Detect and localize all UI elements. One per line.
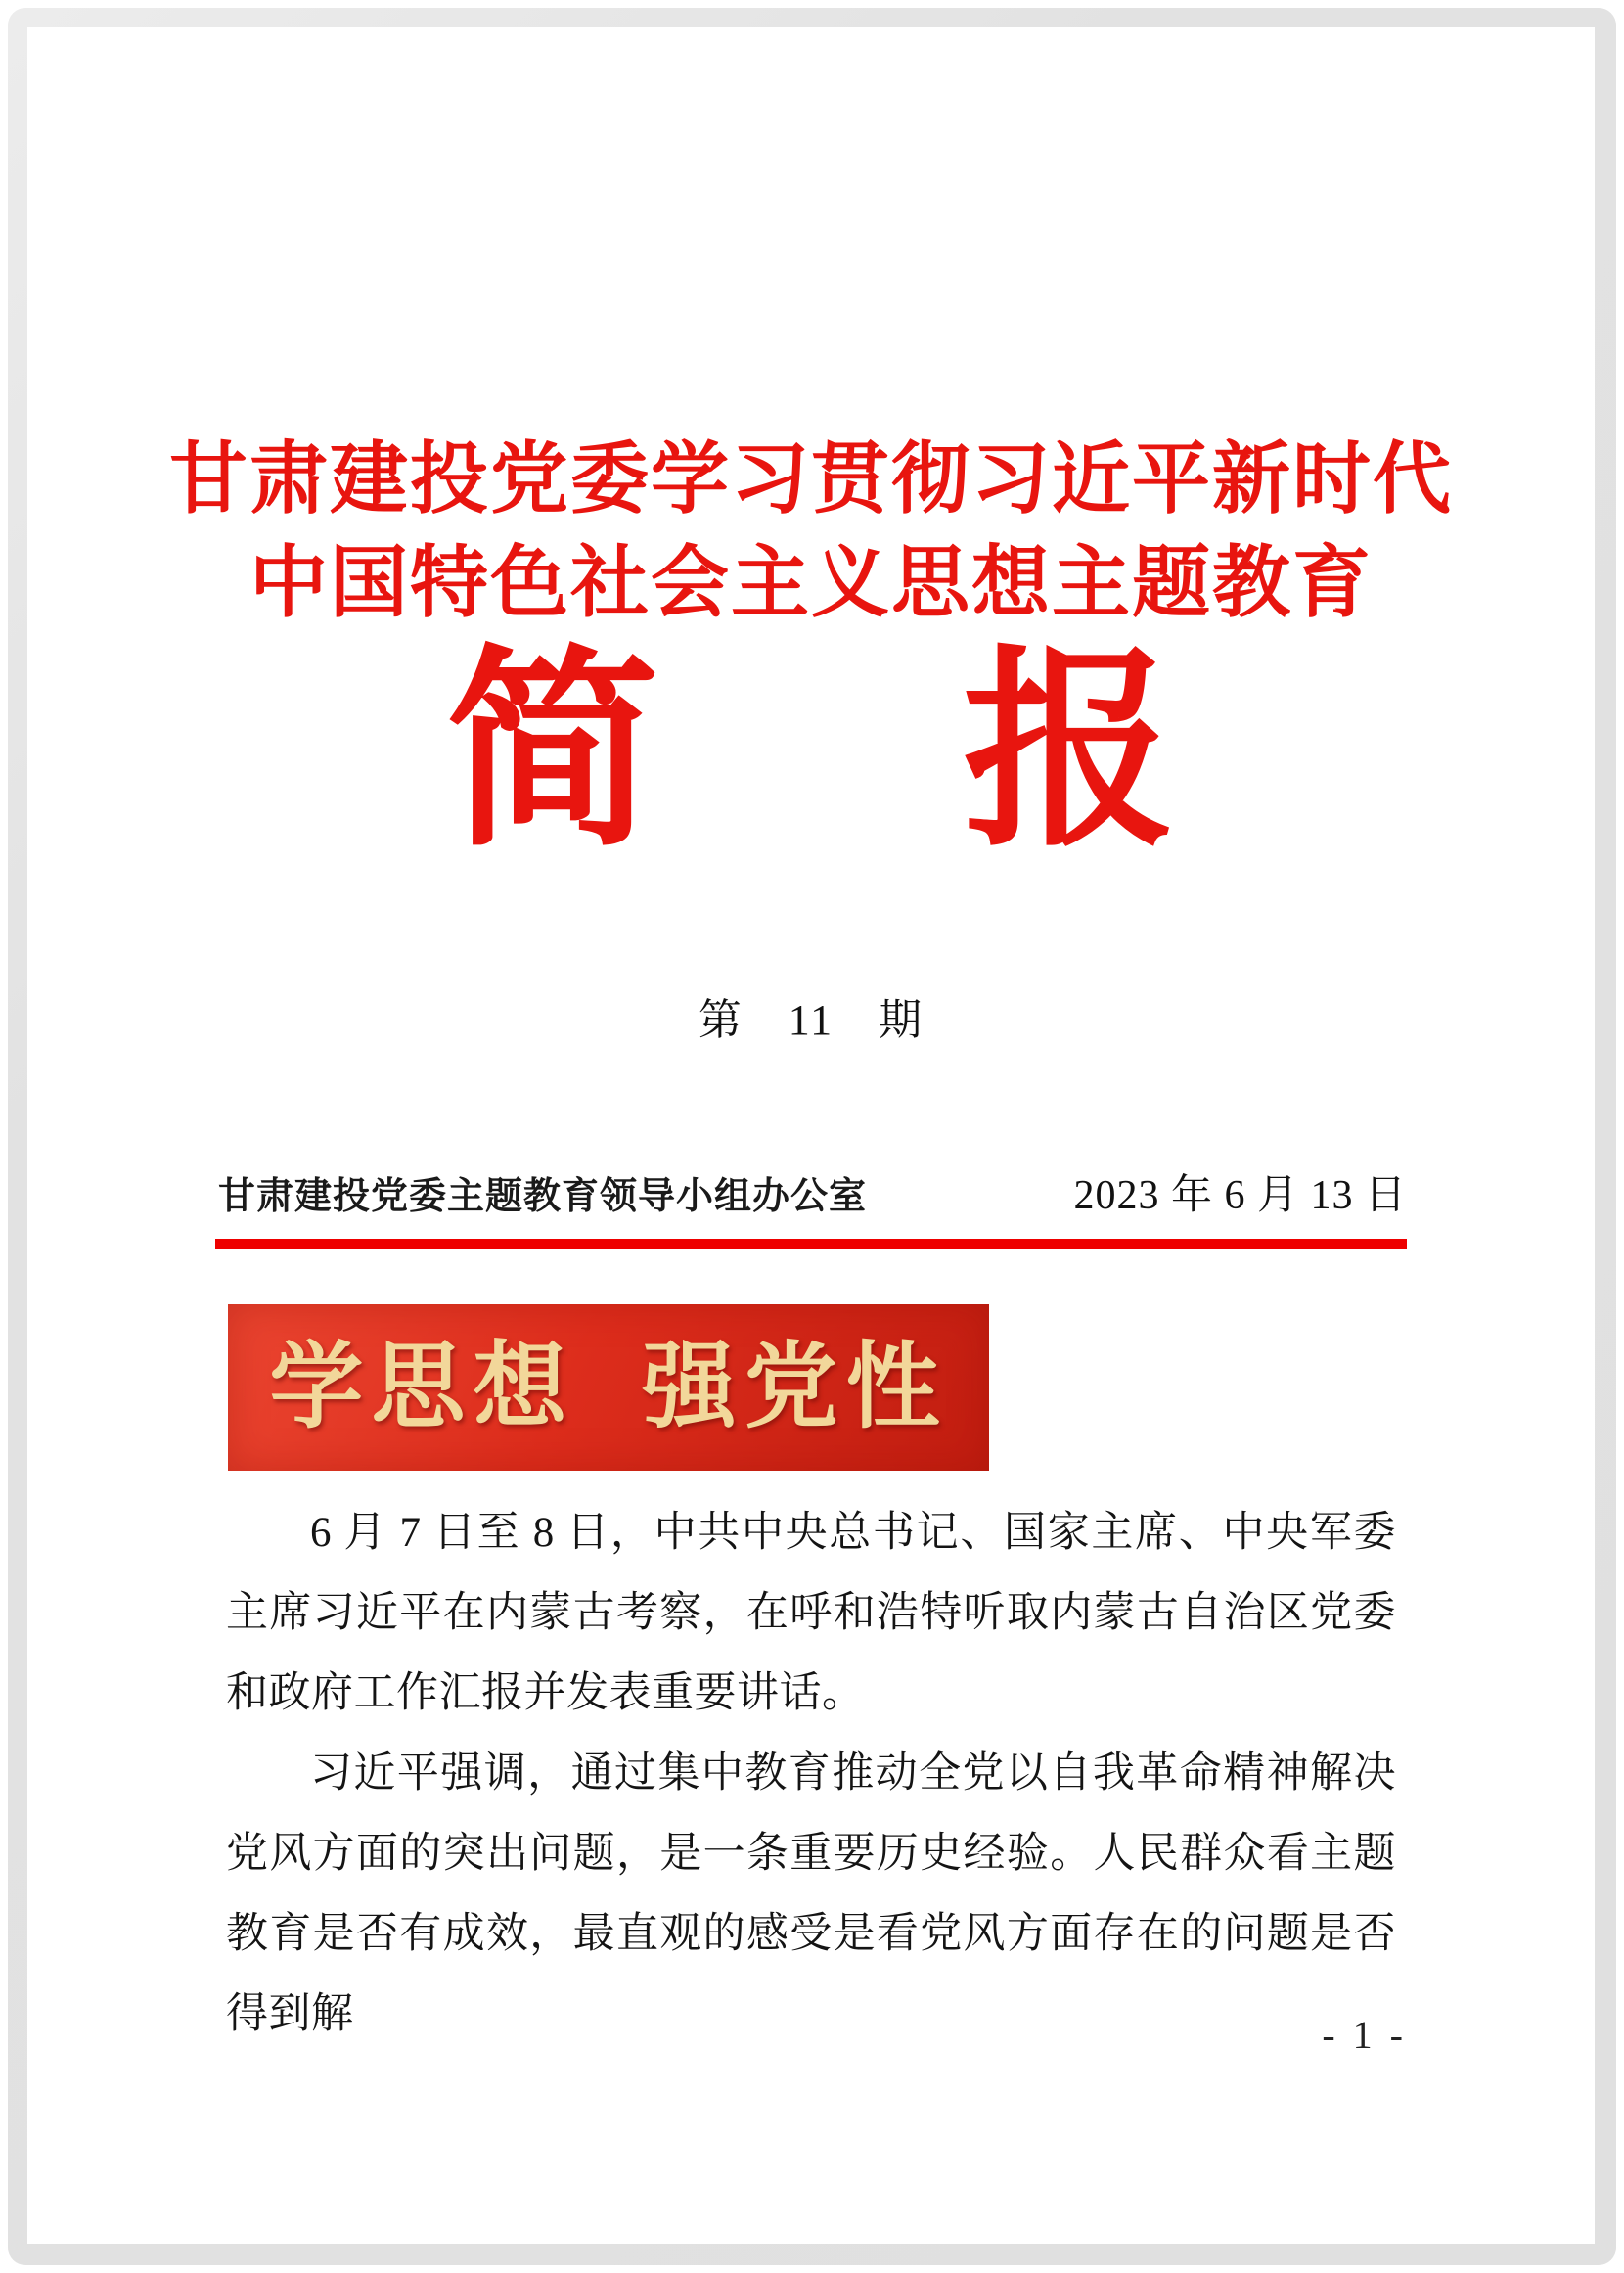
body-paragraph: 6 月 7 日至 8 日，中共中央总书记、国家主席、中央军委主席习近平在内蒙古考察，在呼和浩特听取内蒙古自治区党委和政府工作汇报并发表重要讲话。 xyxy=(226,1510,1396,1716)
issue-number-line: 第 11 期 xyxy=(698,996,925,1044)
slogan-banner xyxy=(228,1304,989,1471)
document-title xyxy=(27,429,1595,636)
issue-date: 2023 年 6 月 13 日 xyxy=(1073,1173,1407,1218)
page-number: - 1 - xyxy=(1322,2013,1407,2057)
masthead-char-right: 报 xyxy=(963,636,1176,872)
document-title-line1: 甘肃建投党委学习贯彻习近平新时代 xyxy=(169,437,1453,523)
body-paragraph: 习近平强调，通过集中教育推动全党以自我革命精神解决党风方面的突出问题，是一条重要历史经验。人民群众看主题教育是否有成效，最直观的感受是看党风方面存在的问题是否得到解 xyxy=(226,1750,1396,2037)
red-divider-rule xyxy=(215,1239,1407,1249)
issuer-name: 甘肃建投党委主题教育领导小组办公室 xyxy=(218,1176,868,1217)
document-title-line2: 中国特色社会主义思想主题教育 xyxy=(249,541,1373,627)
meta-row xyxy=(218,1162,1407,1221)
masthead-char-left: 简 xyxy=(446,636,659,872)
slogan-text: 学思想 强党性 xyxy=(269,1335,948,1439)
article-body xyxy=(226,1493,1396,2055)
masthead xyxy=(27,626,1595,883)
document-page xyxy=(27,27,1595,2244)
